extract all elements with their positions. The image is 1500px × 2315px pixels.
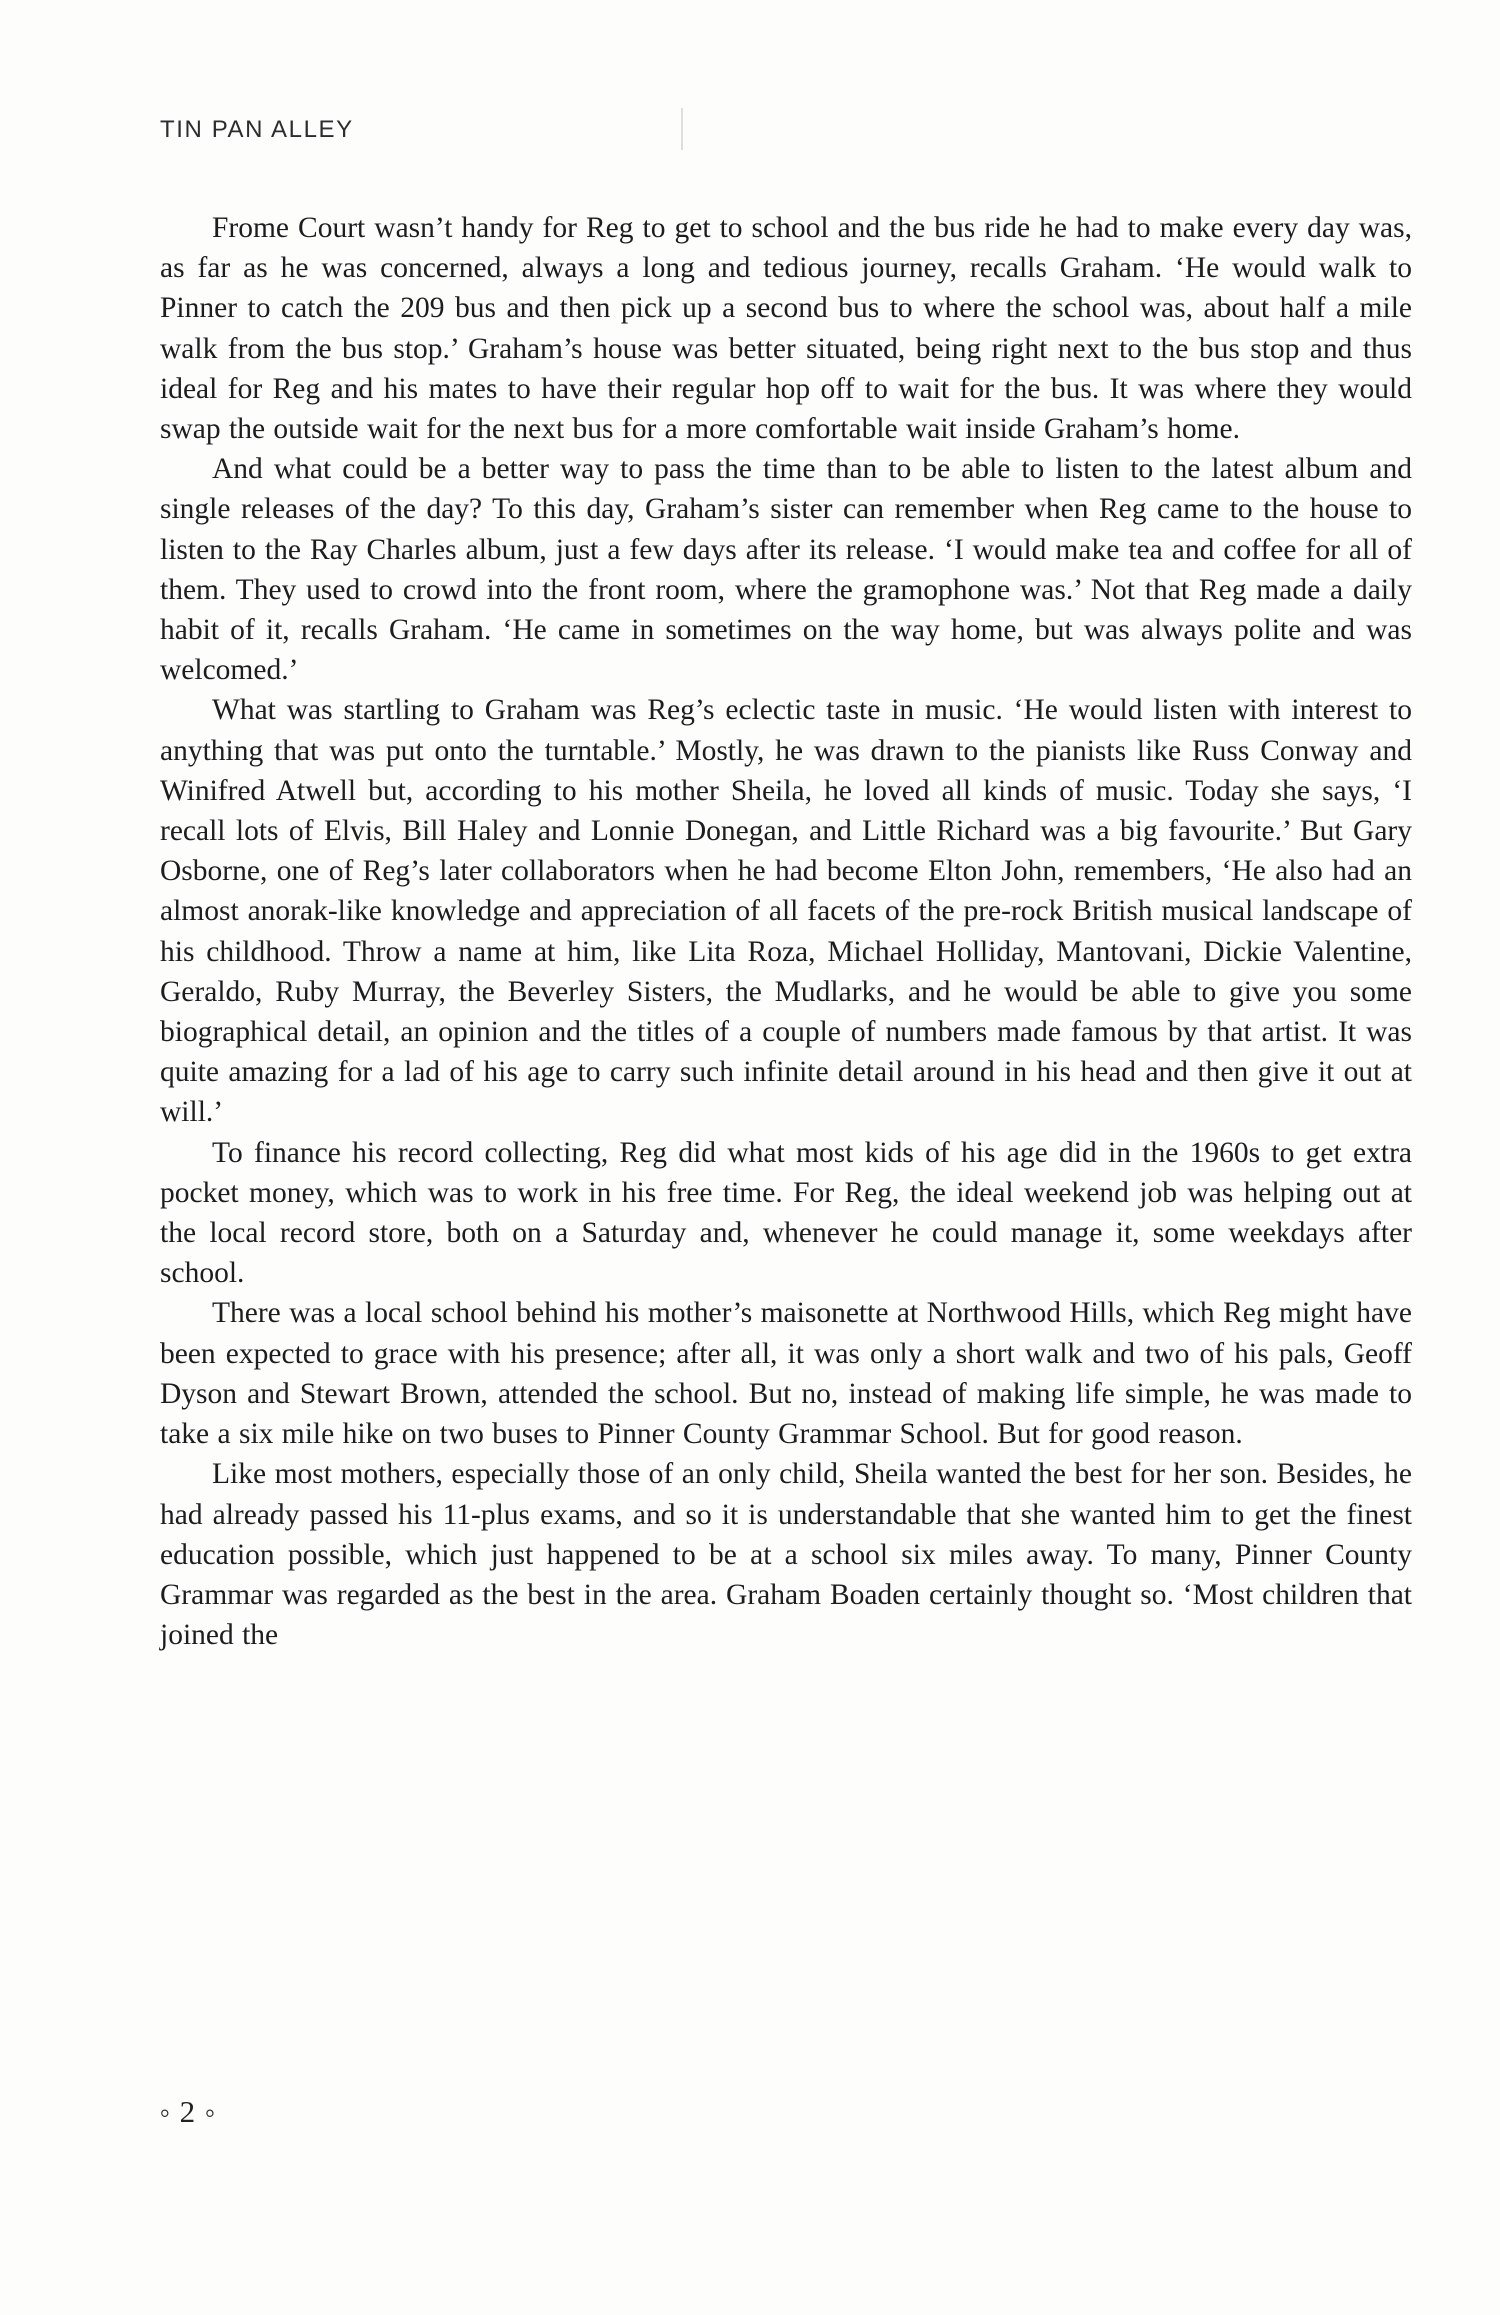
- page-number-value: 2: [179, 2094, 198, 2129]
- scan-artifact: [681, 108, 683, 150]
- paragraph-6: Like most mothers, especially those of an only child, Sheila wanted the best for her son. Besides, he had already passed his 11-plus exams, and so it is understandable that she wanted him to get the finest education possible, which just happened to be at a school six miles away. To many, Pinner County Grammar was regarded as the best in the area. Graham Boaden certainly thought so. ‘Most children that joined the: [160, 1458, 1412, 1652]
- page-number: [160, 2094, 217, 2130]
- paragraph-3: What was startling to Graham was Reg’s eclectic taste in music. ‘He would listen with interest to anything that was put onto the turntable.’ Mostly, he was drawn to the pianists like Russ Conway and Winifred Atwell but, according to his mother Sheila, he loved all kinds of music. Today she says, ‘I recall lots of Elvis, Bill Haley and Lonnie Donegan, and Little Richard was a big favourite.’ But Gary Osborne, one of Reg’s later collaborators when he had become Elton John, remembers, ‘He also had an almost anorak-like knowledge and appreciation of all facets of the pre-rock British musical landscape of his childhood. Throw a name at him, like Lita Roza, Michael Holliday, Mantovani, Dickie Valentine, Geraldo, Ruby Murray, the Beverley Sisters, the Mudlarks, and he would be able to give you some biographical detail, an opinion and the titles of a couple of numbers made famous by that artist. It was quite amazing for a lad of his age to carry such infinite detail around in his head and then give it out at will.’: [160, 694, 1412, 1129]
- paragraph-5: There was a local school behind his mother’s maisonette at Northwood Hills, which Reg might have been expected to grace with his presence; after all, it was only a short walk and two of his pals, Geoff Dyson and Stewart Brown, attended the school. But no, instead of making life simple, he was made to take a six mile hike on two buses to Pinner County Grammar School. But for good reason.: [160, 1297, 1412, 1451]
- paragraph-1: Frome Court wasn’t handy for Reg to get to school and the bus ride he had to make every day was, as far as he was concerned, always a long and tedious journey, recalls Graham. ‘He would walk to Pinner to catch the 209 bus and then pick up a second bus to where the school was, about half a mile walk from the bus stop.’ Graham’s house was better situated, being right next to the bus stop and thus ideal for Reg and his mates to have their regular hop off to wait for the bus. It was where they would swap the outside wait for the next bus for a more comfortable wait inside Graham’s home.: [160, 212, 1412, 446]
- paragraph-4: To finance his record collecting, Reg did what most kids of his age did in the 1960s to get extra pocket money, which was to work in his free time. For Reg, the ideal weekend job was helping out at the local record store, both on a Saturday and, whenever he could manage it, some weekdays after school.: [160, 1136, 1412, 1290]
- page-number-ornament-right: °: [205, 2106, 217, 2132]
- running-header: TIN PAN ALLEY: [160, 116, 354, 143]
- page-number-ornament-left: °: [160, 2106, 172, 2132]
- body-text: [160, 208, 1412, 1655]
- paragraph-2: And what could be a better way to pass the time than to be able to listen to the latest album and single releases of the day? To this day, Graham’s sister can remember when Reg came to the house to listen to the Ray Charles album, just a few days after its release. ‘I would make tea and coffee for all of them. They used to crowd into the front room, where the gramophone was.’ Not that Reg made a daily habit of it, recalls Graham. ‘He came in sometimes on the way home, but was always polite and was welcomed.’: [160, 453, 1412, 687]
